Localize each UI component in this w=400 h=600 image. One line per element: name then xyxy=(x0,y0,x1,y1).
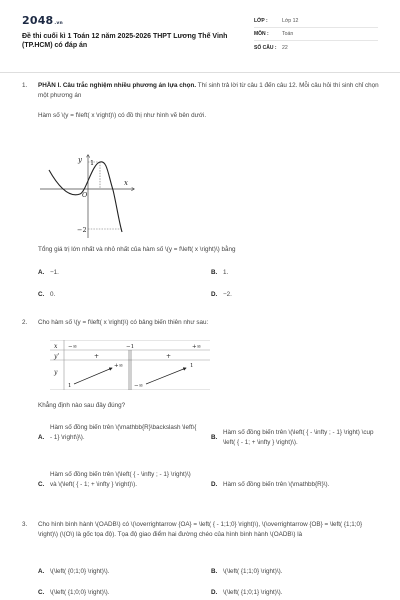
increase-arrow xyxy=(146,368,186,384)
option-label: A. xyxy=(38,568,45,575)
meta-value: 22 xyxy=(282,44,288,51)
question-prompt: Khẳng định nào sau đây đúng? xyxy=(38,402,126,409)
option-label: B. xyxy=(211,269,218,276)
derivative-sign: + xyxy=(94,353,100,360)
y-row-label: y xyxy=(54,369,58,376)
question-stem: Cho hình bình hành \(OADB\) có \(\overrightarrow {OA} = \left( { - 1;1;0} \right)\), \(\overrightarrow {OB} = \left( {1;1;0} \right)\) (\(O\) là gốc tọa độ). Tọa độ giao điểm hai đường chéo của hình bình hành \(OADB\) là xyxy=(38,521,363,538)
option-a[interactable] xyxy=(38,268,59,278)
option-text: 0. xyxy=(50,291,56,298)
origin-label: O xyxy=(82,191,88,199)
question-prompt: Tổng giá trị lớn nhất và nhỏ nhất của hàm số \(y = f\left( x \right)\) bằng xyxy=(38,246,236,253)
option-label: D. xyxy=(211,481,218,488)
question-number: 2. xyxy=(22,319,28,326)
option-d[interactable] xyxy=(211,480,381,490)
variation-table xyxy=(50,340,210,390)
x-value: −∞ xyxy=(68,344,78,350)
question-2-prompt xyxy=(22,401,382,411)
y-value: 1 xyxy=(68,383,72,389)
option-d[interactable] xyxy=(211,290,232,300)
question-3 xyxy=(22,520,382,540)
meta-key: SỐ CÂU : xyxy=(254,44,277,51)
x-value: −1 xyxy=(126,344,135,350)
tick-label: 1 xyxy=(90,159,95,167)
option-label: B. xyxy=(211,434,218,441)
option-label: C. xyxy=(38,481,45,488)
site-logo[interactable]: 2048.vn xyxy=(22,14,63,27)
derivative-sign: + xyxy=(166,353,172,360)
option-text: −1. xyxy=(50,269,59,276)
tick-label: −2 xyxy=(77,226,87,234)
increase-arrow xyxy=(74,368,112,384)
derivative-row-label: y' xyxy=(54,353,60,360)
option-text: \(\left( {1;0;1} \right)\). xyxy=(223,589,283,596)
option-label: A. xyxy=(38,434,45,441)
option-text: Hàm số đồng biến trên \(\left( { - \infty ; - 1} \right) \cup \left( { - 1; + \infty } \right)\). xyxy=(223,429,374,446)
x-row-label: x xyxy=(54,343,58,350)
question-1 xyxy=(22,81,382,101)
section-intro: Thí sinh trả lời từ câu 1 đến câu 12. Mỗi câu hỏi thí sinh chỉ chọn một phương án xyxy=(38,82,379,99)
option-text: Hàm số đồng biến trên \(\mathbb{R}\). xyxy=(223,481,330,488)
option-text: \(\left( {0;1;0} \right)\). xyxy=(50,568,110,575)
option-d[interactable] xyxy=(211,588,283,598)
question-number: 3. xyxy=(22,521,28,528)
meta-count-row xyxy=(254,41,378,54)
question-stem: Cho hàm số \(y = f\left( x \right)\) có bảng biến thiên như sau: xyxy=(38,319,209,326)
meta-value: Toán xyxy=(282,31,294,37)
option-label: B. xyxy=(211,568,218,575)
section-heading: PHẦN I. Câu trắc nghiệm nhiều phương án lựa chọn. xyxy=(38,82,197,89)
option-text: \(\left( {1;0;0} \right)\). xyxy=(50,589,110,596)
option-text: \(\left( {1;1;0} \right)\). xyxy=(223,568,283,575)
meta-class-row xyxy=(254,15,378,28)
meta-subject-row xyxy=(254,28,378,41)
option-text: Hàm số đồng biến trên \(\mathbb{R}\backslash \left\{ - 1} \right\}\). xyxy=(50,424,197,441)
option-text: 1. xyxy=(223,269,229,276)
y-axis-label: y xyxy=(78,156,82,164)
exam-meta xyxy=(254,15,378,54)
option-b[interactable] xyxy=(211,268,228,278)
y-value: −∞ xyxy=(134,383,144,389)
option-label: D. xyxy=(211,291,218,298)
option-a[interactable] xyxy=(38,567,110,577)
option-text: Hàm số đồng biến trên \(\left( { - \infty ; - 1} \right)\) và \(\left( { - 1; + \infty } \right)\). xyxy=(50,471,191,488)
option-c[interactable] xyxy=(38,470,198,490)
question-2 xyxy=(22,318,382,328)
option-c[interactable] xyxy=(38,588,110,598)
y-value: +∞ xyxy=(114,363,124,369)
option-a[interactable] xyxy=(38,423,198,443)
option-label: A. xyxy=(38,269,45,276)
header-divider xyxy=(0,72,400,73)
option-label: D. xyxy=(211,589,218,596)
question-1-stem xyxy=(22,111,382,121)
meta-key: MÔN : xyxy=(254,31,269,37)
meta-key: LỚP : xyxy=(254,18,268,24)
x-value: +∞ xyxy=(192,344,202,350)
option-b[interactable] xyxy=(211,428,381,448)
option-c[interactable] xyxy=(38,290,55,300)
option-text: −2. xyxy=(223,291,232,298)
meta-value: Lớp 12 xyxy=(282,18,299,24)
y-value: 1 xyxy=(190,363,194,369)
question-number: 1. xyxy=(22,82,28,89)
option-label: C. xyxy=(38,589,45,596)
question-stem: Hàm số \(y = f\left( x \right)\) có đồ thị như hình vẽ bên dưới. xyxy=(38,112,207,119)
exam-title: Đề thi cuối kì 1 Toán 12 năm 2025-2026 THPT Lương Thế Vinh (TP.HCM) có đáp án xyxy=(22,33,228,49)
x-axis-label: x xyxy=(124,179,128,187)
page-header xyxy=(0,0,400,76)
option-label: C. xyxy=(38,291,45,298)
function-graph xyxy=(36,152,136,242)
question-1-prompt xyxy=(22,245,382,255)
option-b[interactable] xyxy=(211,567,283,577)
